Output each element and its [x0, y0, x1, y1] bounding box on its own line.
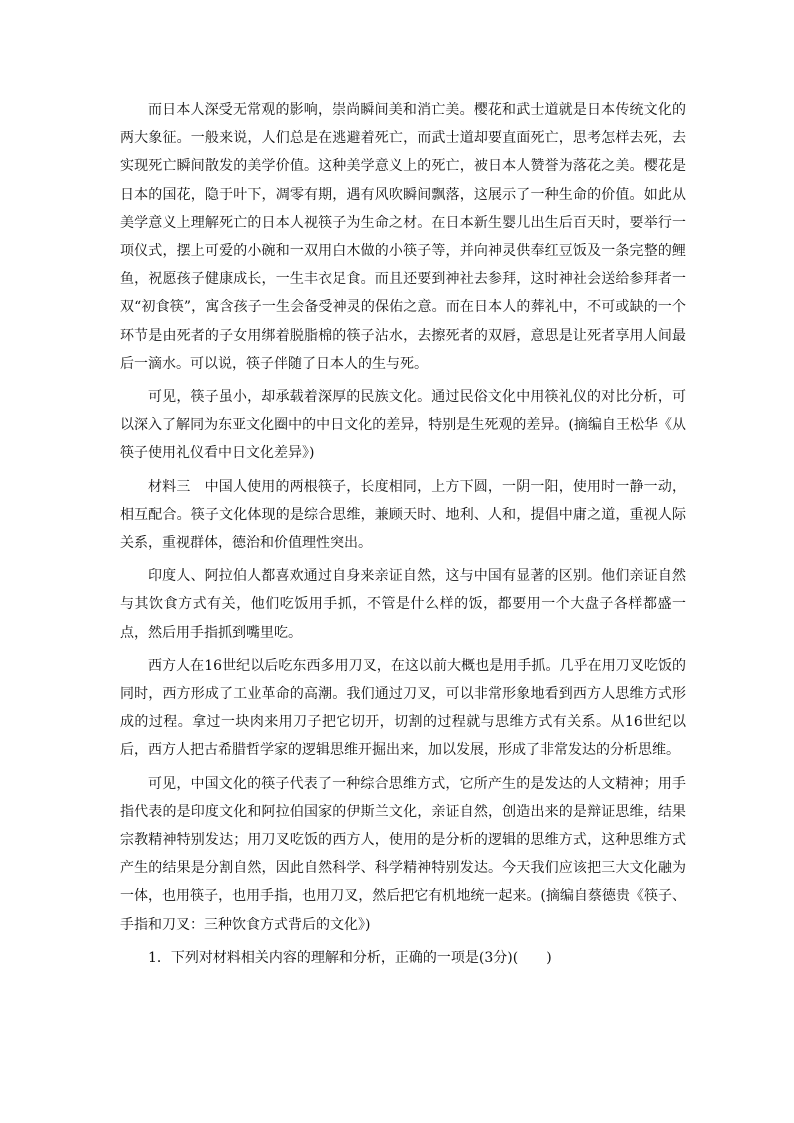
paragraph-three-cultures: 可见，中国文化的筷子代表了一种综合思维方式，它所产生的是发达的人文精神；用手指代表的是印度文化和阿拉伯国家的伊斯兰文化，亲证自然，创造出来的是辩证思维，结果宗教精神特别发达；用刀叉吃饭的西方人，使用的是分析的逻辑的思维方式，这种思维方式产生的结果是分割自然，因此自然科学、科学精神特别发达。今天我们应该把三大文化融为一体，也用筷子，也用手指，也用刀叉，然后把它有机地统一起来。(摘编自蔡德贵《筷子、手指和刀叉：三种饮食方式背后的文化》)	[120, 775, 686, 933]
document-body	[120, 96, 686, 972]
paragraph-western-knife-fork: 西方人在16世纪以后吃东西多用刀叉，在这以前大概也是用手抓。几乎在用刀叉吃饭的同时，西方形成了工业革命的高潮。我们通过刀叉，可以非常形象地看到西方人思维方式形成的过程。拿过一块肉来用刀子把它切开，切割的过程就与思维方式有关系。从16世纪以后，西方人把古希腊哲学家的逻辑思维开掘出来，加以发展，形成了非常发达的分析思维。	[120, 657, 686, 759]
paragraph-japanese-death-aesthetics: 而日本人深受无常观的影响，崇尚瞬间美和消亡美。樱花和武士道就是日本传统文化的两大象征。一般来说，人们总是在逃避着死亡，而武士道却要直面死亡，思考怎样去死，去实现死亡瞬间散发的美学价值。这种美学意义上的死亡，被日本人赞誉为落花之美。樱花是日本的国花，隐于叶下，凋零有期，遇有风吹瞬间飘落，这展示了一种生命的价值。如此从美学意义上理解死亡的日本人视筷子为生命之材。在日本新生婴儿出生后百天时，要举行一项仪式，摆上可爱的小碗和一双用白木做的小筷子等，并向神灵供奉红豆饭及一条完整的鲤鱼，祝愿孩子健康成长，一生丰衣足食。而且还要到神社去参拜，这时神社会送给参拜者一双“初食筷”，寓含孩子一生会备受神灵的保佑之意。而在日本人的葬礼中，不可或缺的一个环节是由死者的子女用绑着脱脂棉的筷子沾水，去擦死者的双唇，意思是让死者享用人间最后一滴水。可以说，筷子伴随了日本人的生与死。	[120, 102, 686, 372]
paragraph-summary-wang-songhua: 可见，筷子虽小，却承载着深厚的民族文化。通过民俗文化中用筷礼仪的对比分析，可以深入了解同为东亚文化圈中的中日文化的差异，特别是生死观的差异。(摘编自王松华《从筷子使用礼仪看中日文化差异》)	[120, 389, 686, 462]
paragraph-material-three: 材料三 中国人使用的两根筷子，长度相同，上方下圆，一阴一阳，使用时一静一动，相互配合。筷子文化体现的是综合思维，兼顾天时、地利、人和，提倡中庸之道，重视人际关系，重视群体，德治和价值理性突出。	[120, 478, 686, 552]
question-1: 1．下列对材料相关内容的理解和分析，正确的一项是(3分)( )	[148, 949, 552, 966]
paragraph-india-arab: 印度人、阿拉伯人都喜欢通过自身来亲证自然，这与中国有显著的区别。他们亲证自然与其饮食方式有关，他们吃饭用手抓，不管是什么样的饭，都要用一个大盘子各样都盛一点，然后用手指抓到嘴里吃。	[120, 568, 686, 641]
